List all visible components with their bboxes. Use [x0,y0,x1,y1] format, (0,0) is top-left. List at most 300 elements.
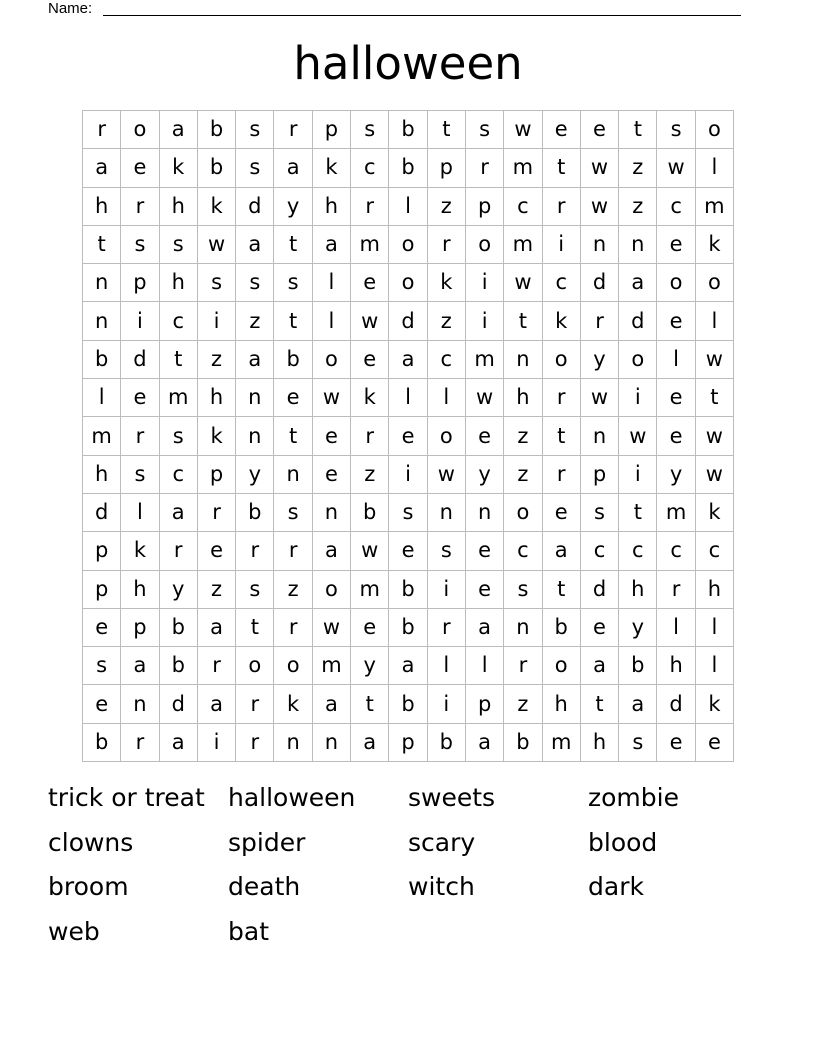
grid-cell: a [160,494,198,532]
grid-cell: r [274,609,312,647]
grid-cell: e [581,111,619,149]
grid-cell: l [313,264,351,302]
word-list-item: witch [408,872,475,901]
grid-cell: k [428,264,466,302]
grid-cell: h [121,571,159,609]
grid-cell: z [198,341,236,379]
grid-cell: t [696,379,734,417]
grid-cell: d [160,685,198,723]
grid-cell: y [581,341,619,379]
grid-cell: d [83,494,121,532]
grid-cell: w [619,417,657,455]
grid-cell: n [274,456,312,494]
grid-cell: z [504,456,542,494]
grid-cell: e [83,685,121,723]
grid-cell: o [504,494,542,532]
grid-cell: m [657,494,695,532]
grid-cell: l [428,647,466,685]
grid-cell: s [466,111,504,149]
grid-cell: t [543,149,581,187]
word-list-item: scary [408,827,476,857]
word-list-item: death [228,872,301,901]
grid-cell: o [236,647,274,685]
grid-cell: k [160,149,198,187]
grid-cell: k [696,226,734,264]
grid-cell: d [619,302,657,340]
grid-cell: i [466,264,504,302]
grid-cell: e [121,149,159,187]
grid-cell: b [389,149,427,187]
word-list-item: blood [588,827,658,857]
grid-cell: h [198,379,236,417]
grid-cell: o [466,226,504,264]
grid-cell: l [121,494,159,532]
grid-cell: l [696,609,734,647]
grid-cell: b [83,724,121,762]
grid-cell: w [351,302,389,340]
grid-cell: d [581,571,619,609]
grid-cell: i [198,724,236,762]
grid-cell: r [657,571,695,609]
grid-cell: l [657,609,695,647]
grid-cell: m [543,724,581,762]
grid-cell: r [543,379,581,417]
grid-cell: a [619,264,657,302]
grid-cell: d [581,264,619,302]
grid-cell: a [236,341,274,379]
grid-cell: e [274,379,312,417]
grid-cell: i [428,571,466,609]
grid-cell: h [83,456,121,494]
grid-cell: r [351,188,389,226]
grid-cell: s [236,111,274,149]
grid-cell: w [696,341,734,379]
grid-cell: a [121,647,159,685]
grid-cell: o [313,341,351,379]
grid-cell: k [198,188,236,226]
grid-cell: m [351,571,389,609]
grid-cell: o [389,264,427,302]
grid-cell: n [504,341,542,379]
grid-cell: s [83,647,121,685]
grid-cell: e [351,609,389,647]
grid-cell: s [274,494,312,532]
grid-cell: z [428,302,466,340]
grid-cell: k [543,302,581,340]
grid-cell: l [696,647,734,685]
word-list-item: broom [48,872,129,901]
grid-cell: z [619,149,657,187]
grid-cell: m [504,226,542,264]
grid-cell: s [351,111,389,149]
grid-cell: p [466,685,504,723]
grid-cell: w [428,456,466,494]
word-list-item: halloween [228,783,356,812]
grid-cell: c [619,532,657,570]
grid-cell: p [83,532,121,570]
grid-cell: n [428,494,466,532]
grid-cell: y [657,456,695,494]
grid-cell: a [351,724,389,762]
grid-cell: p [466,188,504,226]
grid-cell: r [121,188,159,226]
grid-cell: c [428,341,466,379]
grid-cell: t [619,494,657,532]
grid-cell: m [83,417,121,455]
grid-cell: s [274,264,312,302]
name-field-row [48,0,748,20]
grid-cell: a [160,111,198,149]
grid-cell: w [581,379,619,417]
grid-cell: d [389,302,427,340]
grid-cell: s [121,226,159,264]
grid-cell: r [160,532,198,570]
grid-cell: n [121,685,159,723]
grid-cell: e [466,571,504,609]
grid-cell: e [389,532,427,570]
grid-cell: y [160,571,198,609]
grid-cell: p [389,724,427,762]
grid-cell: o [121,111,159,149]
grid-cell: s [121,456,159,494]
grid-cell: r [121,724,159,762]
grid-cell: h [504,379,542,417]
grid-cell: c [543,264,581,302]
grid-cell: e [466,532,504,570]
grid-cell: e [313,417,351,455]
grid-cell: b [351,494,389,532]
grid-cell: s [236,149,274,187]
grid-cell: z [619,188,657,226]
grid-cell: w [581,149,619,187]
grid-cell: p [121,264,159,302]
grid-cell: p [581,456,619,494]
grid-cell: h [619,571,657,609]
grid-cell: b [274,341,312,379]
grid-cell: e [83,609,121,647]
grid-cell: d [657,685,695,723]
grid-cell: h [543,685,581,723]
grid-cell: a [160,724,198,762]
grid-cell: e [313,456,351,494]
grid-cell: r [198,647,236,685]
grid-cell: e [543,494,581,532]
grid-cell: c [657,188,695,226]
grid-cell: o [696,111,734,149]
grid-cell: a [313,685,351,723]
grid-cell: s [389,494,427,532]
grid-cell: w [198,226,236,264]
grid-cell: r [428,226,466,264]
grid-cell: s [198,264,236,302]
grid-cell: b [198,149,236,187]
grid-cell: k [121,532,159,570]
grid-cell: r [274,532,312,570]
grid-cell: e [657,379,695,417]
grid-cell: a [466,724,504,762]
grid-cell: n [313,494,351,532]
grid-cell: o [274,647,312,685]
grid-cell: s [619,724,657,762]
grid-cell: e [121,379,159,417]
grid-cell: l [428,379,466,417]
grid-cell: h [83,188,121,226]
grid-cell: s [581,494,619,532]
grid-cell: o [313,571,351,609]
grid-cell: a [274,149,312,187]
grid-cell: t [236,609,274,647]
grid-cell: r [83,111,121,149]
page-title: halloween [293,37,523,90]
grid-cell: r [543,456,581,494]
grid-cell: o [543,341,581,379]
grid-cell: e [696,724,734,762]
grid-cell: z [428,188,466,226]
grid-cell: t [428,111,466,149]
word-list-item: zombie [588,783,679,812]
grid-cell: r [428,609,466,647]
grid-cell: k [198,417,236,455]
word-list-item: sweets [408,783,496,812]
grid-cell: a [198,609,236,647]
grid-cell: l [389,188,427,226]
grid-cell: p [313,111,351,149]
grid-cell: z [351,456,389,494]
grid-cell: o [657,264,695,302]
grid-cell: t [274,417,312,455]
grid-cell: n [83,302,121,340]
grid-cell: c [696,532,734,570]
name-label: Name: [48,0,93,17]
grid-cell: s [236,264,274,302]
grid-cell: b [619,647,657,685]
grid-cell: r [236,532,274,570]
grid-cell: e [657,724,695,762]
word-list-item: dark [588,872,644,901]
grid-cell: w [466,379,504,417]
grid-cell: b [543,609,581,647]
grid-cell: k [696,494,734,532]
grid-cell: s [504,571,542,609]
grid-cell: e [389,417,427,455]
grid-cell: a [83,149,121,187]
grid-cell: o [696,264,734,302]
grid-cell: c [160,302,198,340]
grid-cell: b [160,609,198,647]
grid-cell: i [619,456,657,494]
grid-cell: a [236,226,274,264]
grid-cell: l [466,647,504,685]
grid-cell: t [543,417,581,455]
grid-cell: b [389,111,427,149]
grid-cell: o [389,226,427,264]
grid-cell: n [619,226,657,264]
grid-cell: h [160,264,198,302]
grid-cell: s [160,226,198,264]
grid-cell: e [581,609,619,647]
grid-cell: r [543,188,581,226]
grid-cell: s [160,417,198,455]
grid-cell: m [504,149,542,187]
grid-cell: w [351,532,389,570]
grid-cell: w [696,456,734,494]
grid-cell: r [236,724,274,762]
grid-cell: d [121,341,159,379]
grid-cell: e [657,417,695,455]
grid-cell: w [696,417,734,455]
word-list-item: bat [228,916,269,946]
grid-cell: i [619,379,657,417]
grid-cell: y [236,456,274,494]
grid-cell: i [543,226,581,264]
grid-cell: n [236,379,274,417]
grid-cell: l [313,302,351,340]
grid-cell: b [389,571,427,609]
grid-cell: y [274,188,312,226]
grid-cell: w [313,609,351,647]
grid-cell: e [543,111,581,149]
grid-cell: s [657,111,695,149]
grid-cell: n [581,226,619,264]
grid-cell: r [236,685,274,723]
grid-cell: e [351,341,389,379]
grid-cell: w [581,188,619,226]
word-list-item: trick or treat [48,783,205,812]
word-list-item: clowns [48,827,134,857]
grid-cell: i [428,685,466,723]
grid-cell: b [83,341,121,379]
grid-cell: e [198,532,236,570]
grid-cell: h [696,571,734,609]
grid-cell: b [504,724,542,762]
grid-cell: r [351,417,389,455]
grid-cell: a [198,685,236,723]
grid-cell: h [160,188,198,226]
grid-cell: c [581,532,619,570]
grid-cell: a [313,532,351,570]
grid-cell: e [351,264,389,302]
grid-cell: k [696,685,734,723]
grid-cell: c [504,532,542,570]
grid-cell: b [198,111,236,149]
grid-cell: z [236,302,274,340]
grid-cell: a [389,647,427,685]
grid-cell: t [543,571,581,609]
grid-cell: n [504,609,542,647]
grid-cell: b [160,647,198,685]
grid-cell: a [466,609,504,647]
grid-cell: l [389,379,427,417]
grid-cell: s [236,571,274,609]
grid-cell: l [657,341,695,379]
grid-cell: b [389,685,427,723]
grid-cell: p [428,149,466,187]
grid-cell: t [581,685,619,723]
grid-cell: d [236,188,274,226]
grid-cell: k [351,379,389,417]
grid-cell: b [428,724,466,762]
grid-cell: o [428,417,466,455]
grid-cell: t [504,302,542,340]
grid-cell: z [198,571,236,609]
grid-cell: e [657,226,695,264]
grid-cell: p [121,609,159,647]
grid-cell: o [619,341,657,379]
grid-cell: c [504,188,542,226]
grid-cell: b [389,609,427,647]
grid-cell: r [581,302,619,340]
grid-cell: m [160,379,198,417]
grid-cell: b [236,494,274,532]
grid-cell: w [657,149,695,187]
word-list-item: web [48,916,100,946]
grid-cell: w [504,111,542,149]
grid-cell: n [83,264,121,302]
grid-cell: n [274,724,312,762]
grid-cell: z [274,571,312,609]
name-underline [103,15,741,16]
grid-cell: z [504,417,542,455]
grid-cell: y [619,609,657,647]
grid-cell: i [466,302,504,340]
grid-cell: n [313,724,351,762]
grid-cell: m [351,226,389,264]
grid-cell: o [543,647,581,685]
grid-cell: s [428,532,466,570]
grid-cell: i [121,302,159,340]
grid-cell: w [504,264,542,302]
grid-cell: l [696,302,734,340]
grid-cell: i [389,456,427,494]
grid-cell: h [581,724,619,762]
grid-cell: m [313,647,351,685]
grid-cell: t [274,302,312,340]
grid-cell: r [504,647,542,685]
grid-cell: r [198,494,236,532]
grid-cell: a [581,647,619,685]
grid-cell: n [581,417,619,455]
word-list-item: spider [228,827,306,857]
grid-cell: m [466,341,504,379]
grid-cell: l [696,149,734,187]
grid-cell: t [160,341,198,379]
word-list [48,778,768,956]
grid-cell: k [274,685,312,723]
grid-cell: t [274,226,312,264]
grid-cell: a [389,341,427,379]
grid-cell: n [236,417,274,455]
grid-cell: z [504,685,542,723]
word-search-grid [82,110,734,762]
grid-cell: a [543,532,581,570]
grid-cell: c [160,456,198,494]
grid-cell: w [313,379,351,417]
grid-cell: t [83,226,121,264]
grid-cell: t [619,111,657,149]
grid-cell: a [619,685,657,723]
grid-cell: h [313,188,351,226]
grid-cell: h [657,647,695,685]
grid-cell: n [466,494,504,532]
grid-cell: p [83,571,121,609]
grid-cell: y [351,647,389,685]
grid-cell: c [351,149,389,187]
grid-cell: r [466,149,504,187]
grid-cell: m [696,188,734,226]
grid-cell: p [198,456,236,494]
grid-cell: l [83,379,121,417]
grid-cell: a [313,226,351,264]
